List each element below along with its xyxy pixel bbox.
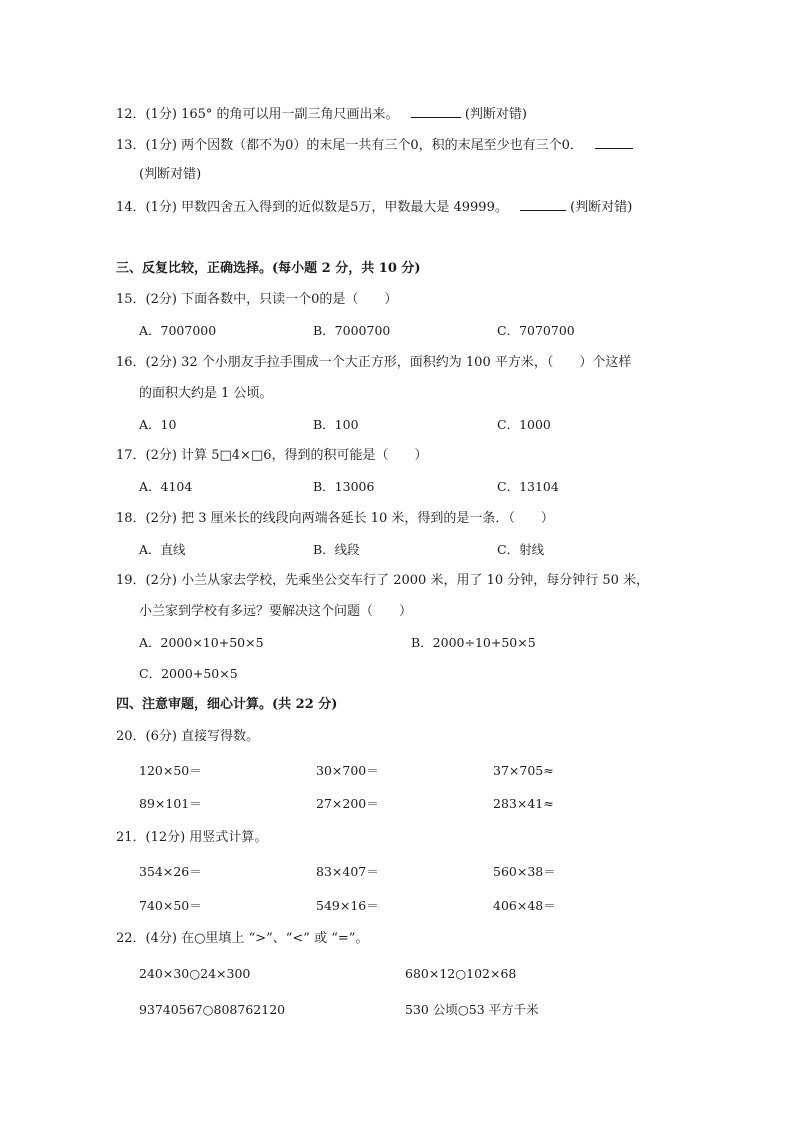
question-21: 21．(12分) 用竖式计算。 — [116, 830, 268, 845]
question-14-text: 14．(1分) 甲数四舍五入得到的近似数是5万，甲数最大是 49999。 — [116, 200, 508, 215]
answer-blank-14[interactable] — [520, 198, 566, 211]
calc-item: 406×48＝ — [493, 898, 556, 913]
compare-item: 680×12○102×68 — [405, 966, 517, 981]
option-17-c[interactable]: C．13104 — [497, 479, 559, 494]
answer-blank-13[interactable] — [595, 136, 633, 149]
answer-blank-12[interactable] — [411, 105, 461, 118]
question-12-tail: (判断对错) — [464, 107, 527, 122]
question-13-text: 13．(1分) 两个因数（都不为0）的末尾一共有三个0，积的末尾至少也有三个0． — [116, 138, 583, 153]
question-12-text: 12．(1分) 165° 的角可以用一副三角尺画出来。 — [116, 107, 399, 122]
option-18-b[interactable]: B．线段 — [313, 542, 360, 557]
question-13 — [116, 136, 633, 154]
calc-item: 27×200＝ — [316, 796, 379, 811]
question-18: 18．(2分) 把 3 厘米长的线段向两端各延长 10 米，得到的是一条．（ ） — [116, 511, 554, 526]
question-14 — [116, 198, 632, 216]
question-14-tail: (判断对错) — [570, 200, 633, 215]
section-4-title: 四、注意审题，细心计算。(共 22 分) — [116, 697, 338, 712]
option-17-b[interactable]: B．13006 — [313, 479, 375, 494]
option-17-a[interactable]: A．4104 — [139, 479, 193, 494]
option-18-a[interactable]: A．直线 — [139, 542, 186, 557]
compare-item: 93740567○808762120 — [139, 1002, 286, 1017]
question-19-line-2: 小兰家到学校有多远？要解决这个问题（ ） — [139, 604, 413, 619]
calc-item: 549×16＝ — [316, 898, 379, 913]
question-20: 20．(6分) 直接写得数。 — [116, 729, 260, 744]
question-16-line-1: 16．(2分) 32 个小朋友手拉手围成一个大正方形，面积约为 100 平方米，（ ）个这样 — [116, 355, 632, 370]
calc-item: 30×700＝ — [316, 763, 379, 778]
calc-item: 89×101＝ — [139, 796, 202, 811]
calc-item: 120×50＝ — [139, 763, 202, 778]
question-17: 17．(2分) 计算 5□4×□6，得到的积可能是（ ） — [116, 448, 428, 463]
calc-item: 560×38＝ — [493, 864, 556, 879]
question-22: 22．(4分) 在○里填上 “>”、“<” 或 “=”。 — [116, 931, 369, 946]
calc-item: 740×50＝ — [139, 898, 202, 913]
calc-item: 283×41≈ — [493, 796, 554, 811]
option-15-c[interactable]: C．7070700 — [497, 323, 575, 338]
compare-item: 530 公顷○53 平方千米 — [405, 1002, 539, 1017]
option-16-b[interactable]: B．100 — [313, 417, 359, 432]
question-16-line-2: 的面积大约是 1 公顷。 — [139, 386, 273, 401]
calc-item: 37×705≈ — [493, 763, 554, 778]
option-18-c[interactable]: C．射线 — [497, 542, 545, 557]
calc-item: 354×26＝ — [139, 864, 202, 879]
question-13-tail: (判断对错) — [139, 167, 202, 182]
option-19-c[interactable]: C．2000+50×5 — [139, 666, 238, 681]
option-15-a[interactable]: A．7007000 — [139, 323, 217, 338]
option-16-c[interactable]: C．1000 — [497, 417, 551, 432]
calc-item: 83×407＝ — [316, 864, 379, 879]
option-16-a[interactable]: A．10 — [139, 417, 177, 432]
option-15-b[interactable]: B．7000700 — [313, 323, 391, 338]
option-19-b[interactable]: B．2000÷10+50×5 — [411, 635, 536, 650]
section-3-title: 三、反复比较，正确选择。(每小题 2 分，共 10 分) — [116, 261, 421, 276]
question-12 — [116, 105, 527, 123]
compare-item: 240×30○24×300 — [139, 966, 251, 981]
question-15: 15．(2分) 下面各数中，只读一个0的是（ ） — [116, 292, 398, 307]
question-19-line-1: 19．(2分) 小兰从家去学校，先乘坐公交车行了 2000 米，用了 10 分钟，每分钟行 50 米， — [116, 573, 650, 588]
option-19-a[interactable]: A．2000×10+50×5 — [139, 635, 264, 650]
